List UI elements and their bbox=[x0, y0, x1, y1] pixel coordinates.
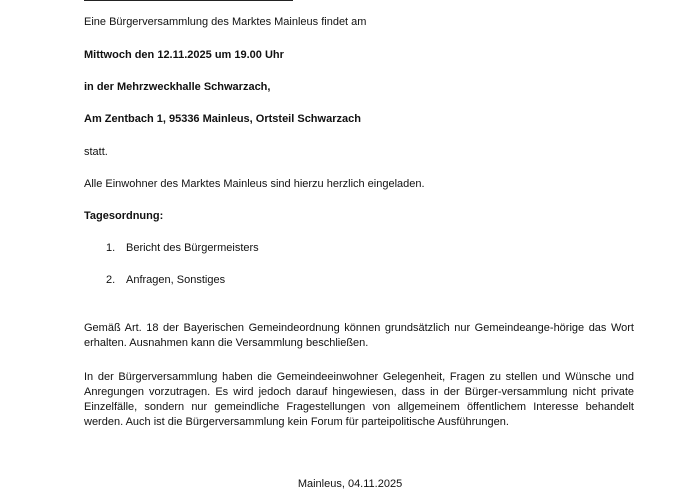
agenda-item-text: Bericht des Bürgermeisters bbox=[126, 242, 259, 254]
agenda-heading: Tagesordnung: bbox=[84, 210, 164, 222]
invitation-text: Alle Einwohner des Marktes Mainleus sind hierzu herzlich eingeladen. bbox=[84, 178, 425, 190]
date-time: Mittwoch den 12.11.2025 um 19.00 Uhr bbox=[84, 49, 284, 61]
agenda-item-number: 1. bbox=[106, 242, 116, 254]
notice-paragraph: In der Bürgerversammlung haben die Gemeindeeinwohner Gelegenheit, Fragen zu stellen und Wünsche und Anregungen vorzutragen. Es wird jedoch darauf hingewiesen, dass in der Bürger-versammlung nicht private Einzelfälle, sondern nur gemeindliche Fragestellungen von allgemeinem öffentlichem Interesse behandelt werden. Auch ist die Bürgerversammlung kein Forum für parteipolitische Ausführungen. bbox=[84, 371, 634, 428]
venue: in der Mehrzweckhalle Schwarzach, bbox=[84, 81, 271, 93]
statt-text: statt. bbox=[84, 146, 108, 158]
rules-paragraph: Gemäß Art. 18 der Bayerischen Gemeindeordnung können grundsätzlich nur Gemeindeange-hörige das Wort erhalten. Ausnahmen kann die Versammlung beschließen. bbox=[84, 322, 634, 349]
agenda-item bbox=[106, 242, 259, 255]
place-date: Mainleus, 04.11.2025 bbox=[297, 478, 403, 490]
intro-text: Eine Bürgerversammlung des Marktes Mainleus findet am bbox=[84, 16, 367, 28]
address: Am Zentbach 1, 95336 Mainleus, Ortsteil Schwarzach bbox=[84, 113, 361, 125]
top-rule bbox=[84, 0, 293, 1]
agenda-item bbox=[106, 274, 225, 287]
agenda-item-text: Anfragen, Sonstiges bbox=[126, 274, 226, 286]
agenda-item-number: 2. bbox=[106, 274, 116, 286]
